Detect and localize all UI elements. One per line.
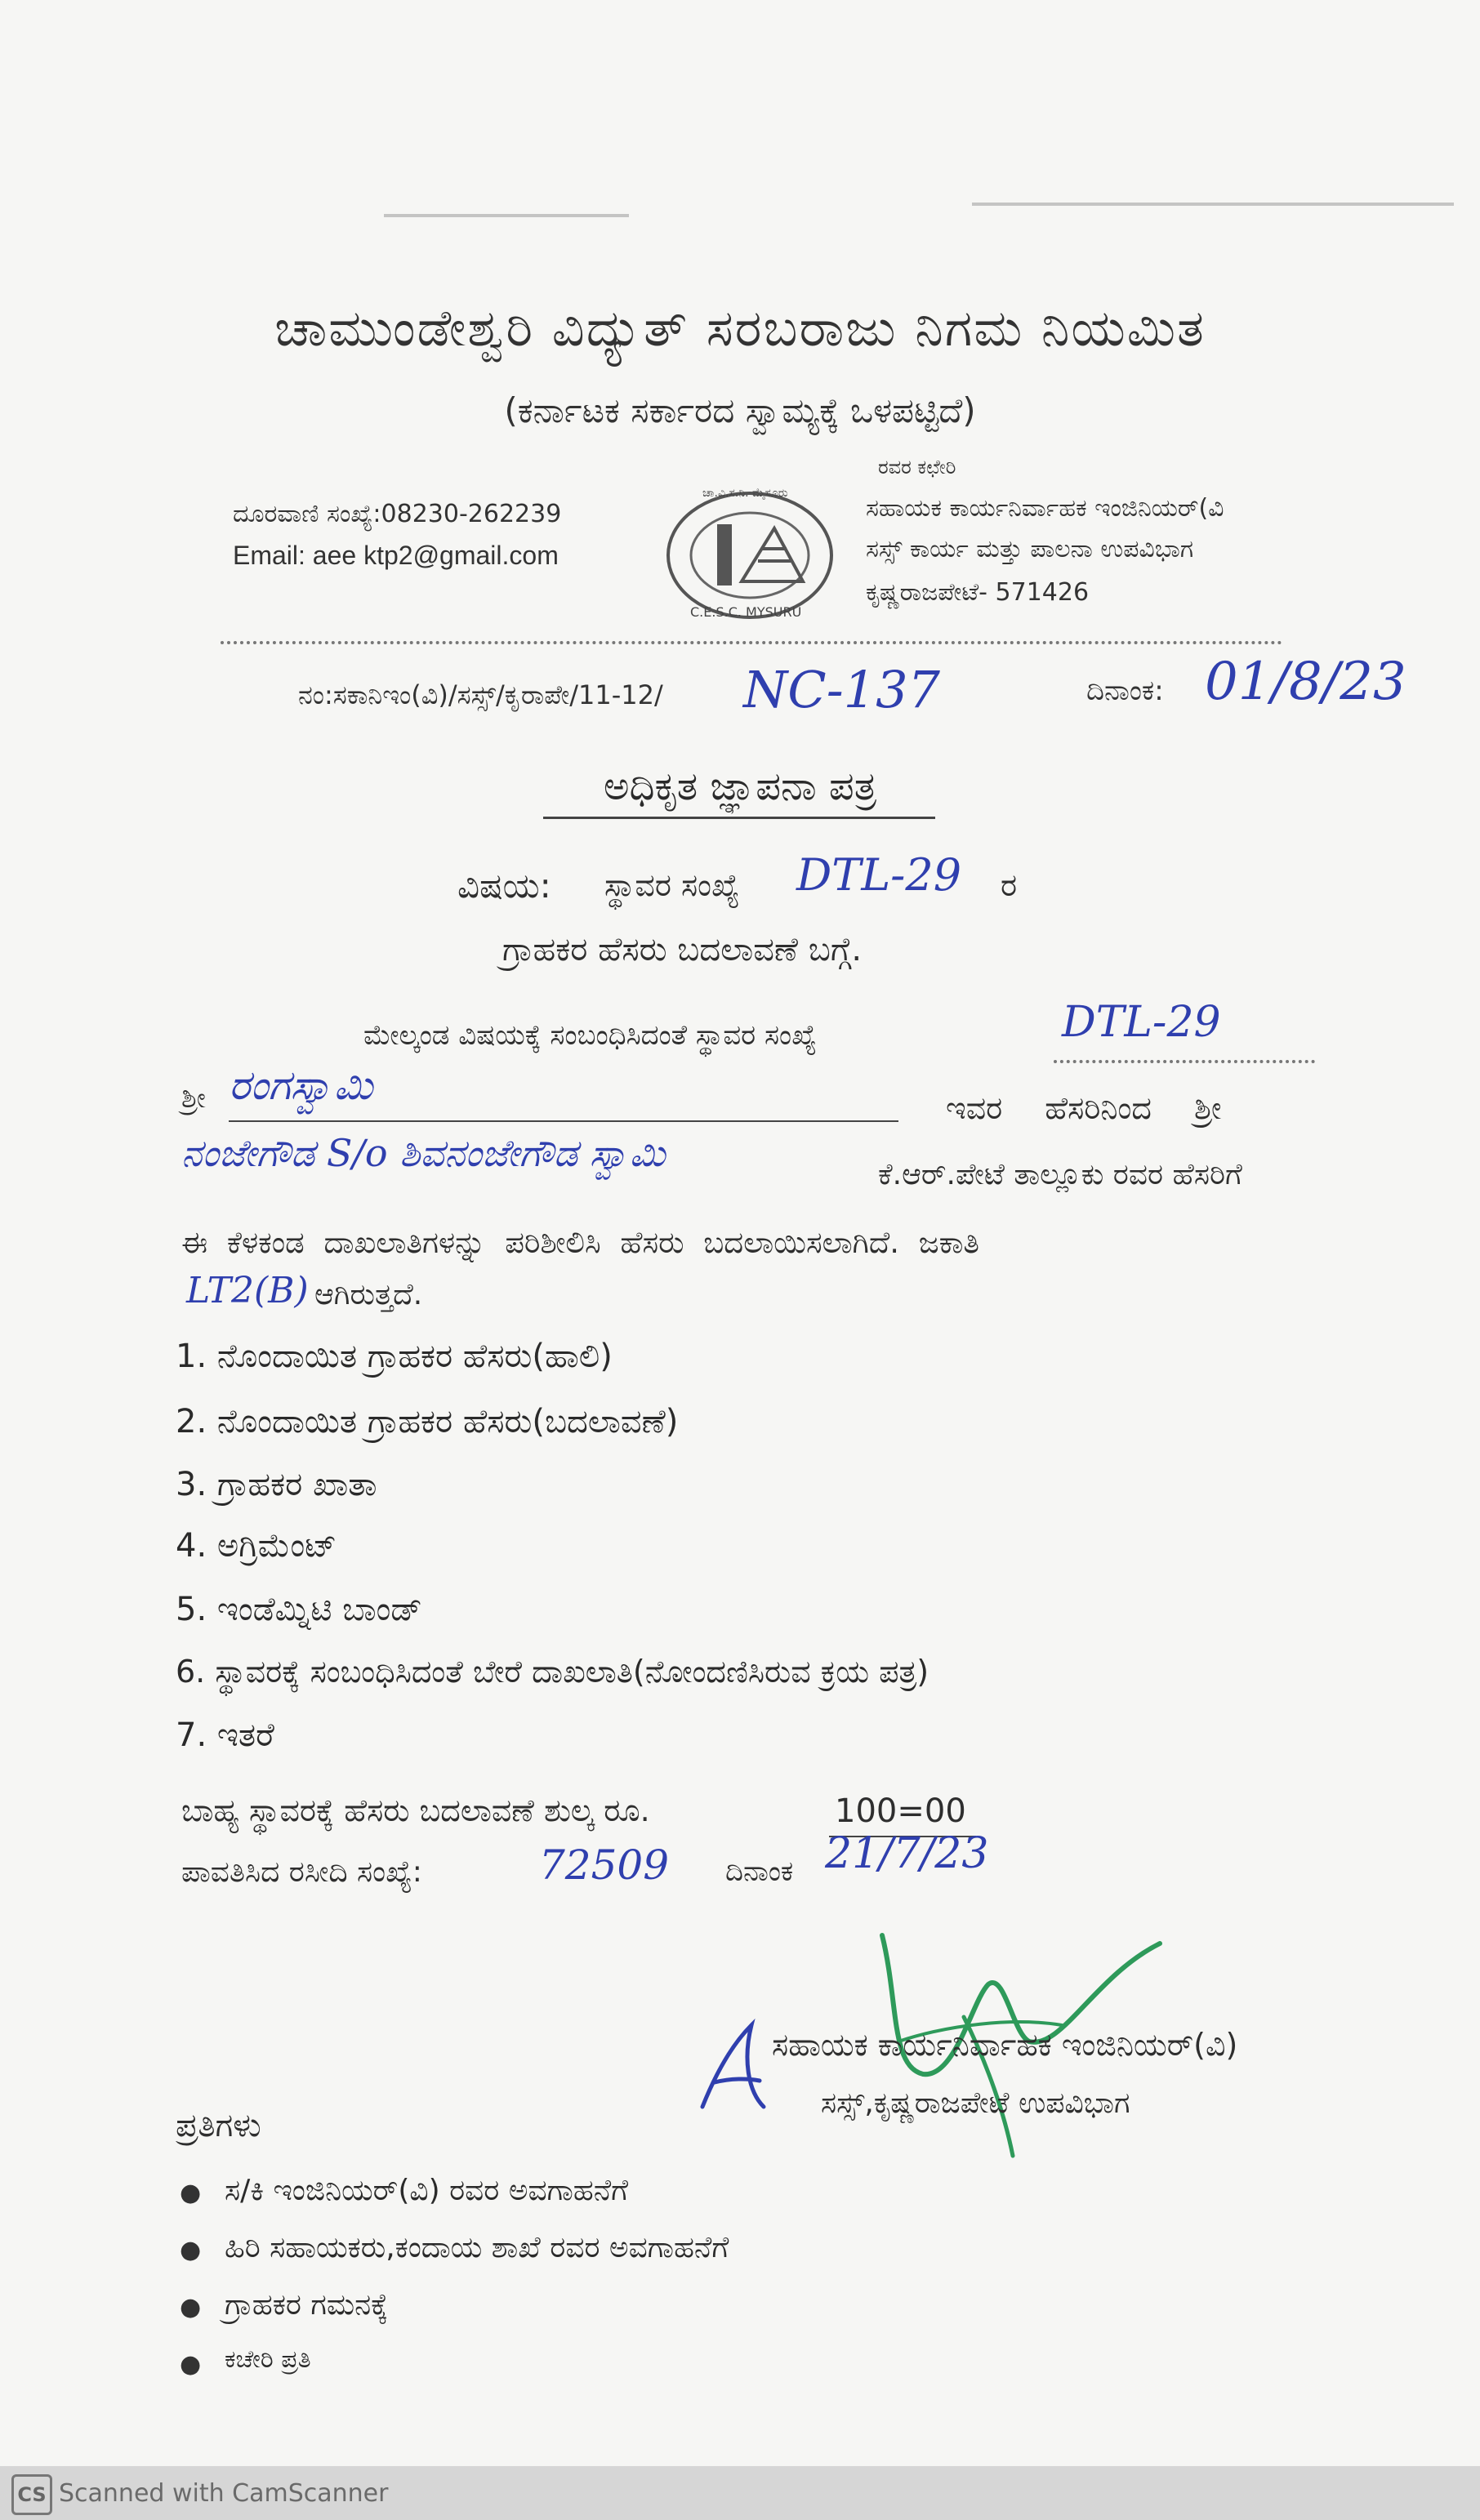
body-line-1: ಮೇಲ್ಕಂಡ ವಿಷಯಕ್ಕೆ ಸಂಬಂಧಿಸಿದಂತೆ ಸ್ಥಾವರ ಸಂಖ್ಯೆ: [363, 1019, 817, 1052]
signatory-designation: ಸಹಾಯಕ ಕಾರ್ಯನಿರ್ವಾಹಕ ಇಂಜಿನಿಯರ್(ವಿ): [772, 2027, 1238, 2063]
document-list-item: 7. ಇತರೆ: [176, 1716, 274, 1754]
document-list-item: 6. ಸ್ಥಾವರಕ್ಕೆ ಸಂಬಂಧಿಸಿದಂತೆ ಬೇರೆ ದಾಖಲಾತಿ(ನೋಂದಣಿಸಿರುವ ಕ್ರಯ ಪತ್ರ): [176, 1654, 929, 1690]
tariff-handwritten: LT2(B): [186, 1270, 309, 1311]
copy-recipient: ಸ/ಕಿ ಇಂಜಿನಿಯರ್(ವಿ) ರವರ ಅವಗಾಹನೆಗೆ: [225, 2174, 629, 2207]
organization-subtitle: (ಕರ್ನಾಟಕ ಸರ್ಕಾರದ ಸ್ವಾಮ್ಯಕ್ಕೆ ಒಳಪಟ್ಟಿದೆ): [504, 390, 976, 430]
subject-text-line-2: ಗ್ರಾಹಕರ ಹೆಸರು ಬದಲಾವಣೆ ಬಗ್ಗೆ.: [502, 931, 863, 968]
body-installation-number: DTL-29: [1062, 998, 1221, 1047]
subject-label: ವಿಷಯ:: [457, 866, 551, 906]
blank-line: [229, 1120, 898, 1122]
scanner-footer: [0, 2466, 1480, 2520]
receipt-label: ಪಾವತಿಸಿದ ರಸೀದಿ ಸಂಖ್ಯೆ:: [181, 1855, 422, 1889]
subject-text: ಸ್ಥಾವರ ಸಂಖ್ಯೆ: [604, 867, 740, 903]
office-line-2: ಸಹಾಯಕ ಕಾರ್ಯನಿರ್ವಾಹಕ ಇಂಜಿನಿಯರ್(ವಿ: [866, 494, 1224, 523]
document-list-item: 3. ಗ್ರಾಹಕರ ಖಾತಾ: [176, 1466, 377, 1503]
blank-line: [1054, 1060, 1315, 1063]
subject-installation-number: DTL-29: [796, 849, 962, 901]
document-list-item: 1. ನೊಂದಾಯಿತ ಗ್ರಾಹಕರ ಹೆಸರು(ಹಾಲಿ): [176, 1338, 613, 1375]
email-address: Email: aee ktp2@gmail.com: [233, 541, 559, 570]
logo-text-bottom: C.E.S.C. MYSURU: [690, 604, 802, 620]
signatory-office: ಸಸ್ಸ್,ಕೃಷ್ಣರಾಜಪೇಟೆ ಉಪವಿಭಾಗ: [821, 2086, 1130, 2120]
copy-recipient: ಕಚೇರಿ ಪ್ರತಿ: [225, 2345, 311, 2374]
document-title: ಅಧಿಕೃತ ಜ್ಞಾಪನಾ ಪತ್ರ: [603, 764, 877, 809]
office-line-3: ಸಸ್ಸ್ ಕಾರ್ಯ ಮತ್ತು ಪಾಲನಾ ಉಪವಿಭಾಗ: [866, 535, 1194, 563]
body-line-4: ಈ ಕೆಳಕಂಡ ದಾಖಲಾತಿಗಳನ್ನು ಪರಿಶೀಲಿಸಿ ಹೆಸರು ಬದಲಾಯಿಸಲಾಗಿದೆ. ಜಕಾತಿ: [181, 1225, 979, 1260]
receipt-date-label: ದಿನಾಂಕ: [725, 1855, 794, 1888]
camscanner-logo-icon: CS: [11, 2474, 52, 2515]
receipt-number-handwritten: 72509: [539, 1841, 670, 1889]
scan-artifact-line: [384, 214, 629, 217]
fee-label: ಬಾಹ್ಯ ಸ್ಥಾವರಕ್ಕೆ ಹೆಸರು ಬದಲಾವಣೆ ಶುಲ್ಕ ರೂ.: [181, 1792, 650, 1828]
copy-recipient: ಹಿರಿ ಸಹಾಯಕರು,ಕಂದಾಯ ಶಾಖೆ ರವರ ಅವಗಾಹನೆಗೆ: [225, 2231, 729, 2264]
date-handwritten: 01/8/23: [1205, 652, 1406, 712]
bullet-icon: ●: [180, 2236, 202, 2264]
subject-suffix: ರ: [1001, 867, 1018, 903]
document-list-item: 2. ನೊಂದಾಯಿತ ಗ್ರಾಹಕರ ಹೆಸರು(ಬದಲಾವಣೆ): [176, 1403, 679, 1440]
header-divider: [221, 641, 1282, 644]
copies-heading: ಪ್ರತಿಗಳು: [176, 2107, 261, 2144]
fee-amount: 100=00: [835, 1792, 966, 1830]
receipt-date-handwritten: 21/7/23: [825, 1829, 989, 1878]
initials-mark: [686, 2009, 776, 2123]
office-line-1: ರವರ ಕಛೇರಿ: [878, 456, 956, 479]
phone-number: ದೂರವಾಣಿ ಸಂಖ್ಯೆ:08230-262239: [233, 500, 562, 528]
cesc-logo: [660, 483, 840, 622]
office-line-4: ಕೃಷ್ಣರಾಜಪೇಟೆ- 571426: [866, 578, 1090, 607]
document-list-item: 5. ಇಂಡೆಮ್ನಿಟಿ ಬಾಂಡ್: [176, 1591, 422, 1628]
bullet-icon: ●: [180, 2179, 202, 2207]
bullet-icon: ●: [180, 2350, 202, 2379]
date-label: ದಿನಾಂಕ:: [1086, 675, 1164, 707]
reference-number-handwritten: NC-137: [743, 660, 940, 719]
document-list-item: 4. ಅಗ್ರಿಮೆಂಟ್: [176, 1527, 337, 1565]
reference-number-label: ನಂ:ಸಕಾನಿಇಂ(ವಿ)/ಸಸ್ಸ್/ಕೃರಾಪೇ/11-12/: [298, 679, 663, 710]
previous-owner-name: ರಂಗಸ್ವಾಮಿ: [229, 1062, 373, 1109]
bullet-icon: ●: [180, 2293, 202, 2322]
copy-recipient: ಗ್ರಾಹಕರ ಗಮನಕ್ಕೆ: [225, 2288, 389, 2322]
organization-name: ಚಾಮುಂಡೇಶ್ವರಿ ವಿದ್ಯುತ್ ಸರಬರಾಜು ನಿಗಮ ನಿಯಮಿತ: [274, 298, 1206, 358]
new-owner-name: ನಂಜೇಗೌಡ S/o ಶಿವನಂಜೇಗೌಡ ಸ್ವಾಮಿ: [181, 1131, 666, 1175]
body-line-3-suffix: ಕೆ.ಆರ್.ಪೇಟೆ ತಾಲ್ಲೂಕು ರವರ ಹೆಸರಿಗೆ: [878, 1158, 1242, 1191]
logo-text-top: ಚಾ.ವಿ.ಸ.ನಿ. ಮೈಸೂರು: [702, 487, 788, 500]
body-line-2-suffix: ಇವರ ಹೆಸರಿನಿಂದ ಶ್ರೀ: [946, 1090, 1222, 1126]
document-title-underline: [543, 817, 935, 819]
scanner-watermark-text: Scanned with CamScanner: [59, 2479, 389, 2508]
body-line-5-suffix: ಆಗಿರುತ್ತದೆ.: [314, 1278, 423, 1311]
body-line-2-prefix: ಶ್ರೀ: [181, 1082, 206, 1115]
scan-artifact-line: [972, 203, 1454, 206]
